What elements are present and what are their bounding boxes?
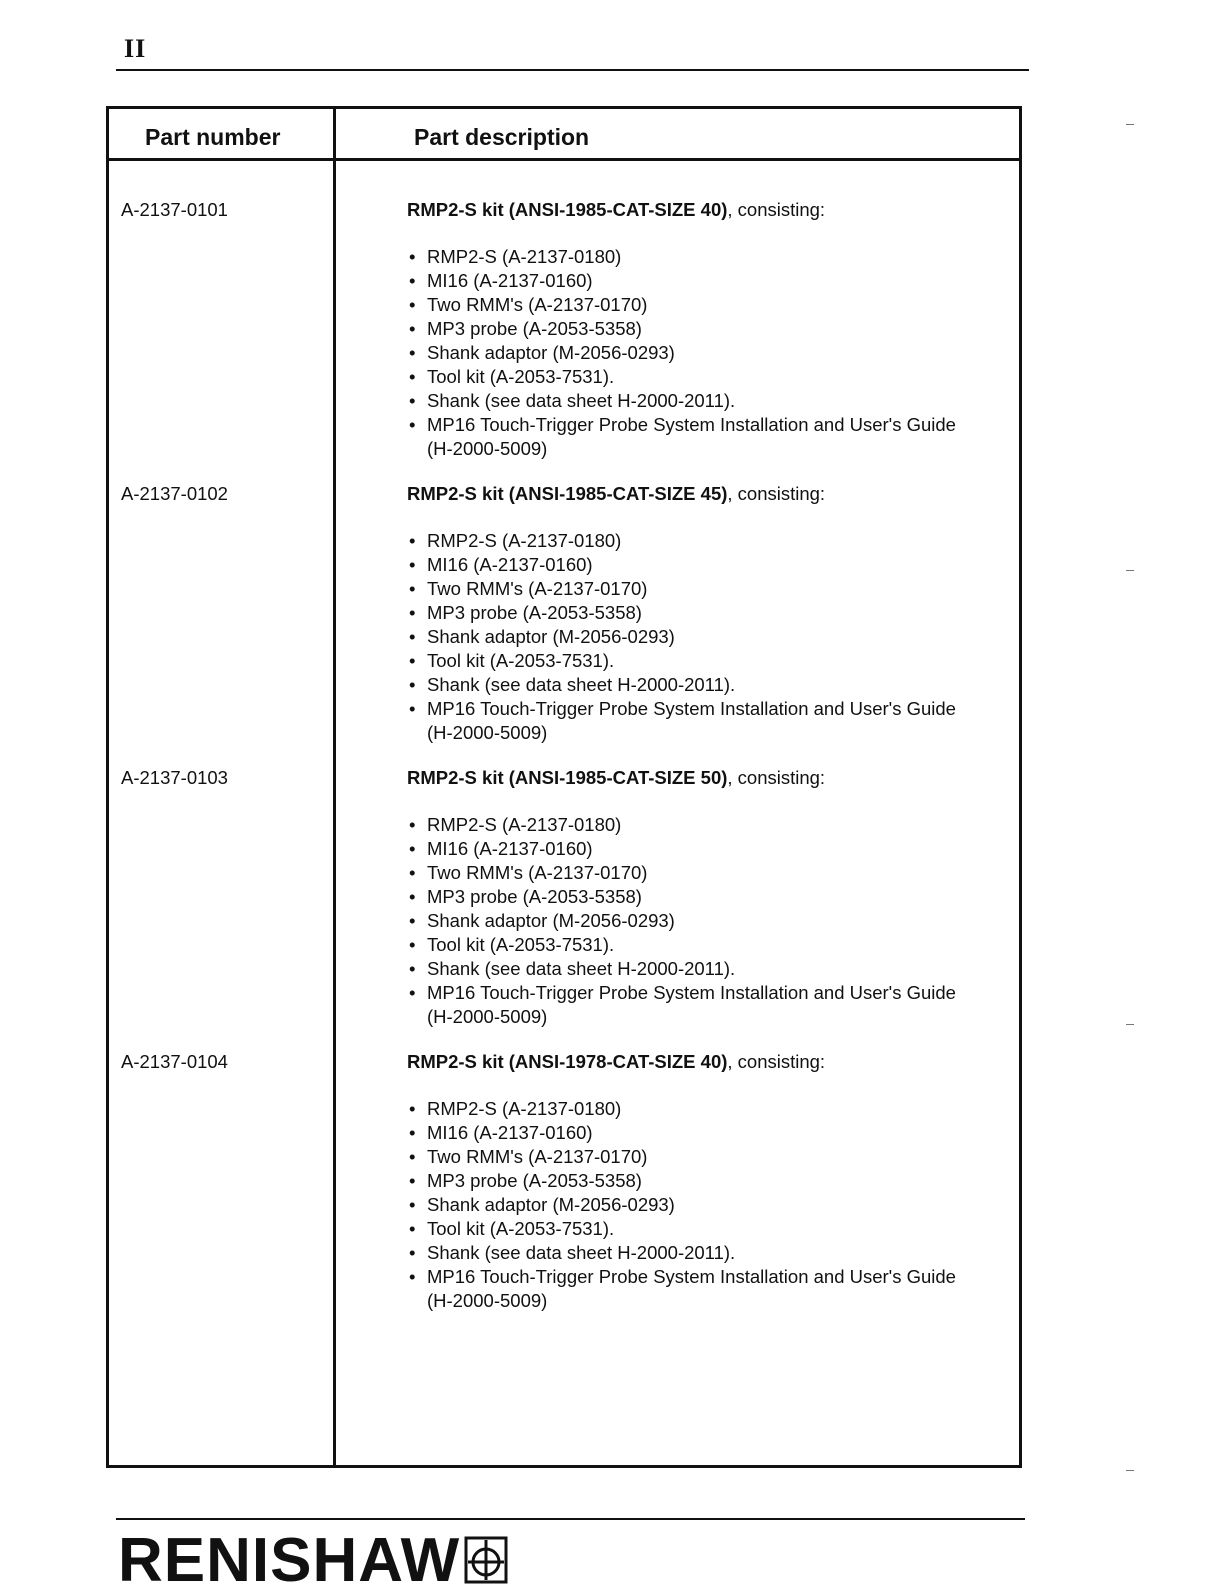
list-item [407,909,967,933]
list-item [407,1217,967,1241]
kit-contents-list [407,813,967,1029]
bullet-icon: • [409,1170,416,1191]
kit-name: RMP2-S kit (ANSI-1978-CAT-SIZE 40) [407,1051,728,1072]
list-item-text: RMP2-S (A-2137-0180) [427,814,622,835]
list-item-text: Tool kit (A-2053-7531). [427,934,615,955]
bullet-icon: • [409,698,416,719]
bullet-icon: • [409,414,416,435]
list-item [407,341,967,365]
list-item [407,553,967,577]
list-item-text: RMP2-S (A-2137-0180) [427,530,622,551]
list-item-text: Two RMM's (A-2137-0170) [427,578,648,599]
list-item [407,697,967,745]
bullet-icon: • [409,626,416,647]
list-item [407,577,967,601]
list-item-text: RMP2-S (A-2137-0180) [427,1098,622,1119]
list-item-text: Two RMM's (A-2137-0170) [427,862,648,883]
list-item-text: Shank adaptor (M-2056-0293) [427,1194,675,1215]
part-number-cell: A-2137-0101 [121,199,228,220]
list-item [407,245,967,269]
bullet-icon: • [409,814,416,835]
part-description-cell [407,483,967,745]
bullet-icon: • [409,1098,416,1119]
list-item-text: Two RMM's (A-2137-0170) [427,1146,648,1167]
list-item-text: Shank (see data sheet H-2000-2011). [427,1242,736,1263]
list-item-text: MP3 probe (A-2053-5358) [427,886,642,907]
list-item [407,1241,967,1265]
header-part-description: Part description [414,124,590,150]
bullet-icon: • [409,1146,416,1167]
edge-mark [1126,1470,1134,1471]
kit-title [407,483,967,505]
kit-suffix: , consisting: [727,1051,826,1072]
list-item [407,1097,967,1121]
part-description-cell [407,1051,967,1313]
bullet-icon: • [409,390,416,411]
list-item [407,813,967,837]
kit-title [407,1051,967,1073]
logo-wordmark: RENISHAW [118,1530,461,1584]
logo-emblem-icon [464,1536,508,1584]
top-rule [116,69,1029,71]
list-item-text: MI16 (A-2137-0160) [427,270,593,291]
list-item [407,529,967,553]
bullet-icon: • [409,1194,416,1215]
bullet-icon: • [409,578,416,599]
bottom-rule [116,1518,1025,1520]
kit-suffix: , consisting: [727,483,826,504]
list-item [407,885,967,909]
list-item-text: MP3 probe (A-2053-5358) [427,602,642,623]
list-item-text: Shank (see data sheet H-2000-2011). [427,390,736,411]
list-item [407,293,967,317]
bullet-icon: • [409,1266,416,1287]
list-item [407,269,967,293]
list-item [407,861,967,885]
list-item-text: Shank adaptor (M-2056-0293) [427,626,675,647]
part-number-cell: A-2137-0104 [121,1051,228,1072]
list-item [407,1169,967,1193]
bullet-icon: • [409,910,416,931]
bullet-icon: • [409,982,416,1003]
list-item [407,981,967,1029]
bullet-icon: • [409,366,416,387]
bullet-icon: • [409,886,416,907]
header-rule [109,158,1019,161]
kit-contents-list [407,529,967,745]
list-item-text: MP3 probe (A-2053-5358) [427,1170,642,1191]
list-item [407,1145,967,1169]
bullet-icon: • [409,934,416,955]
bullet-icon: • [409,1242,416,1263]
part-number-cell: A-2137-0102 [121,483,228,504]
list-item [407,933,967,957]
bullet-icon: • [409,530,416,551]
part-description-cell [407,199,967,461]
list-item [407,1193,967,1217]
edge-mark [1126,124,1134,125]
kit-title [407,199,967,221]
kit-contents-list [407,245,967,461]
list-item-text: MP3 probe (A-2053-5358) [427,318,642,339]
list-item [407,673,967,697]
list-item-text: Tool kit (A-2053-7531). [427,1218,615,1239]
bullet-icon: • [409,294,416,315]
header-part-number: Part number [145,124,281,150]
bullet-icon: • [409,1122,416,1143]
list-item [407,649,967,673]
list-item-text: Shank (see data sheet H-2000-2011). [427,674,736,695]
bullet-icon: • [409,602,416,623]
list-item-text: MP16 Touch-Trigger Probe System Installation and User's Guide (H-2000-5009) [427,1266,956,1311]
renishaw-logo [118,1530,508,1584]
bullet-icon: • [409,1218,416,1239]
list-item [407,957,967,981]
bullet-icon: • [409,246,416,267]
kit-title [407,767,967,789]
list-item-text: Shank adaptor (M-2056-0293) [427,910,675,931]
list-item-text: Shank (see data sheet H-2000-2011). [427,958,736,979]
list-item-text: RMP2-S (A-2137-0180) [427,246,622,267]
bullet-icon: • [409,958,416,979]
edge-mark [1126,570,1134,571]
kit-name: RMP2-S kit (ANSI-1985-CAT-SIZE 50) [407,767,728,788]
edge-mark [1126,1024,1134,1025]
list-item-text: MI16 (A-2137-0160) [427,554,593,575]
page-number: II [124,34,147,63]
list-item [407,413,967,461]
bullet-icon: • [409,342,416,363]
list-item [407,317,967,341]
kit-name: RMP2-S kit (ANSI-1985-CAT-SIZE 40) [407,199,728,220]
list-item [407,601,967,625]
bullet-icon: • [409,862,416,883]
kit-suffix: , consisting: [727,199,826,220]
list-item-text: Tool kit (A-2053-7531). [427,650,615,671]
kit-suffix: , consisting: [727,767,826,788]
bullet-icon: • [409,838,416,859]
list-item [407,625,967,649]
list-item-text: MP16 Touch-Trigger Probe System Installation and User's Guide (H-2000-5009) [427,698,956,743]
list-item-text: Shank adaptor (M-2056-0293) [427,342,675,363]
bullet-icon: • [409,318,416,339]
list-item-text: MP16 Touch-Trigger Probe System Installation and User's Guide (H-2000-5009) [427,982,956,1027]
part-number-cell: A-2137-0103 [121,767,228,788]
list-item-text: MI16 (A-2137-0160) [427,838,593,859]
bullet-icon: • [409,650,416,671]
parts-table [106,106,1022,1468]
bullet-icon: • [409,674,416,695]
list-item-text: MI16 (A-2137-0160) [427,1122,593,1143]
kit-name: RMP2-S kit (ANSI-1985-CAT-SIZE 45) [407,483,728,504]
bullet-icon: • [409,554,416,575]
list-item [407,1121,967,1145]
kit-contents-list [407,1097,967,1313]
list-item [407,837,967,861]
list-item-text: Two RMM's (A-2137-0170) [427,294,648,315]
list-item [407,389,967,413]
list-item [407,1265,967,1313]
list-item-text: Tool kit (A-2053-7531). [427,366,615,387]
bullet-icon: • [409,270,416,291]
list-item [407,365,967,389]
list-item-text: MP16 Touch-Trigger Probe System Installation and User's Guide (H-2000-5009) [427,414,956,459]
column-divider [333,109,336,1465]
part-description-cell [407,767,967,1029]
